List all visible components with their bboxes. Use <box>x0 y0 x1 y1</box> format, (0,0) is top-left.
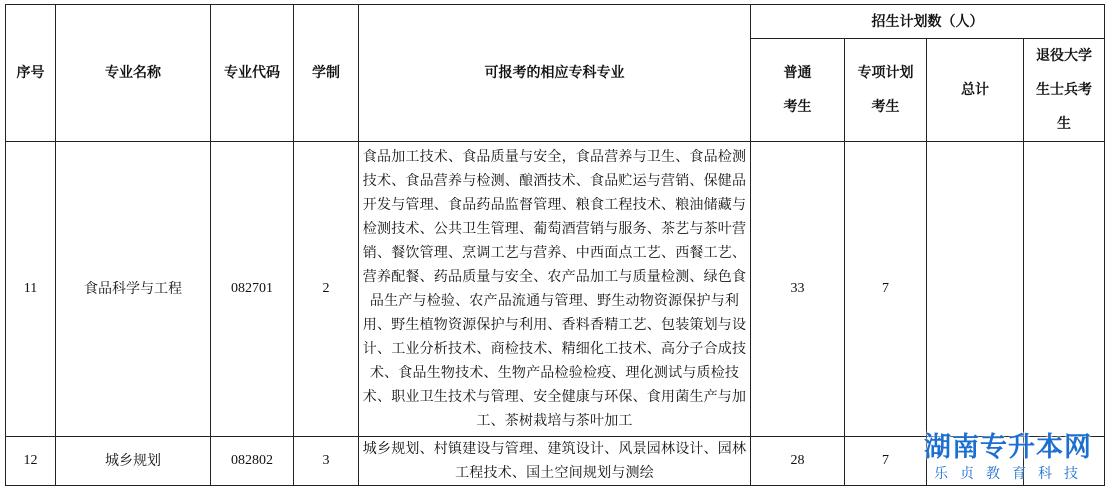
header-special-line2: 考生 <box>871 99 900 115</box>
header-major-code: 专业代码 <box>211 5 294 142</box>
header-plan-group: 招生计划数（人） <box>751 5 1105 39</box>
header-regular-line1: 普通 <box>783 65 812 81</box>
watermark-title: 湖南专升本网 <box>924 432 1092 463</box>
header-special <box>845 39 927 142</box>
cell-veteran <box>1024 142 1105 437</box>
cell-special: 7 <box>845 142 927 437</box>
header-veteran-line3: 生 <box>1057 116 1071 132</box>
cell-duration: 3 <box>294 437 359 486</box>
watermark-subtitle: 乐贞教育科技 <box>934 466 1090 482</box>
cell-major-name: 城乡规划 <box>56 437 211 486</box>
cell-major-name: 食品科学与工程 <box>56 142 211 437</box>
table-row <box>6 142 1105 437</box>
header-regular <box>751 39 845 142</box>
header-eligible-majors: 可报考的相应专科专业 <box>359 5 751 142</box>
cell-regular: 28 <box>751 437 845 486</box>
header-seq: 序号 <box>6 5 56 142</box>
header-regular-line2: 考生 <box>783 99 812 115</box>
header-special-line1: 专项计划 <box>857 65 914 81</box>
header-row-top <box>6 5 1105 39</box>
cell-duration: 2 <box>294 142 359 437</box>
enrollment-plan-table <box>5 4 1105 486</box>
cell-eligible-majors: 城乡规划、村镇建设与管理、建筑设计、风景园林设计、园林工程技术、国土空间规划与测绘 <box>359 437 751 486</box>
site-watermark <box>913 432 1103 484</box>
header-total: 总计 <box>927 39 1024 142</box>
cell-seq: 12 <box>6 437 56 486</box>
cell-regular: 33 <box>751 142 845 437</box>
header-veteran <box>1024 39 1105 142</box>
cell-eligible-majors: 食品加工技术、食品质量与安全，食品营养与卫生、食品检测技术、食品营养与检测、酿酒技术、食品贮运与营销、保健品开发与管理、食品药品监督管理、粮食工程技术、粮油储藏与检测技术、公共卫生管理、葡萄酒营销与服务、茶艺与茶叶营销、餐饮管理、烹调工艺与营养、中西面点工艺、西餐工艺、营养配餐、药品质量与安全、农产品加工与质量检测、绿色食品生产与检验、农产品流通与管理、野生动物资源保护与利用、野生植物资源保护与利用、香料香精工艺、包装策划与设计、工业分析技术、商检技术、精细化工技术、高分子合成技术、食品生物技术、生物产品检验检疫、理化测试与质检技术、职业卫生技术与管理、安全健康与环保、食用菌生产与加工、茶树栽培与茶叶加工 <box>359 142 751 437</box>
cell-seq: 11 <box>6 142 56 437</box>
header-duration: 学制 <box>294 5 359 142</box>
cell-major-code: 082802 <box>211 437 294 486</box>
cell-total <box>927 142 1024 437</box>
header-veteran-line1: 退役大学 <box>1036 48 1092 64</box>
cell-special: 7 <box>845 437 927 486</box>
header-major-name: 专业名称 <box>56 5 211 142</box>
header-veteran-line2: 生士兵考 <box>1036 82 1092 98</box>
cell-major-code: 082701 <box>211 142 294 437</box>
